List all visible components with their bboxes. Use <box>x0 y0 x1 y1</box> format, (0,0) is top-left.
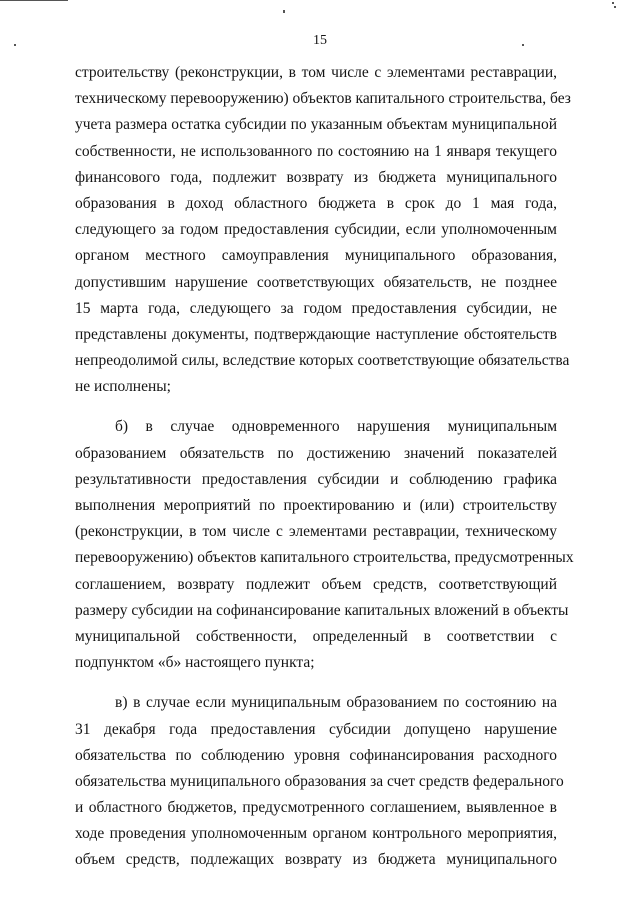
document-body <box>75 60 574 874</box>
paragraph <box>75 690 564 873</box>
paragraph <box>75 414 574 676</box>
text-line: финансового года, подлежит возврату из бюджета муниципального <box>75 168 557 186</box>
scan-artifact-top-left <box>0 0 68 1</box>
text-line: выполнения мероприятий по проектированию и (или) строительству <box>75 497 557 514</box>
text-line: образования в доход областного бюджета в срок до 1 мая года, <box>75 194 557 212</box>
paragraph-gap <box>75 400 557 414</box>
text-line: ходе проведения уполномоченным органом контрольного мероприятия, <box>75 825 557 843</box>
text-line: б) в случае одновременного нарушения муниципальным <box>115 418 557 436</box>
text-line: муниципальной собственности, определенный в соответствии с <box>75 627 557 645</box>
text-line: строительству (реконструкции, в том числе с элементами реставрации, <box>75 64 557 81</box>
scan-artifact-dot <box>612 2 614 4</box>
text-line: обязательства по соблюдению уровня софинансирования расходного <box>75 746 557 764</box>
text-line: 31 декабря года предоставления субсидии допущено нарушение <box>75 720 557 738</box>
text-line: допустившим нарушение соответствующих обязательств, не позднее <box>75 273 557 291</box>
paragraph <box>75 60 571 400</box>
paragraph-gap <box>75 676 557 690</box>
text-line: учета размера остатка субсидии по указанным объектам муниципальной <box>75 116 557 134</box>
scan-artifact-dot <box>614 6 616 8</box>
text-line: (реконструкции, в том числе с элементами реставрации, техническому <box>75 523 557 541</box>
text-line: образованием обязательств по достижению значений показателей <box>75 444 557 462</box>
text-line: собственности, не использованного по состоянию на 1 января текущего <box>75 142 557 160</box>
text-line: следующего за годом предоставления субсидии, если уполномоченным <box>75 221 557 239</box>
text-line: соглашением, возврату подлежит объем средств, соответствующий <box>75 575 557 593</box>
text-line: техническому перевооружению) объектов капитального строительства, без <box>75 90 571 108</box>
text-line: в) в случае если муниципальным образованием по состоянию на <box>115 694 557 712</box>
text-line: не исполнены; <box>75 378 171 396</box>
text-line: 15 марта года, следующего за годом предоставления субсидии, не <box>75 299 557 317</box>
text-line: объем средств, подлежащих возврату из бюджета муниципального <box>75 851 557 869</box>
scan-artifact-dot <box>283 10 285 13</box>
text-line: и областного бюджетов, предусмотренного соглашением, выявленное в <box>75 799 557 817</box>
text-line: подпунктом «б» настоящего пункта; <box>75 654 315 672</box>
text-line: результативности предоставления субсидии и соблюдению графика <box>75 470 557 488</box>
text-line: представлены документы, подтверждающие наступление обстоятельств <box>75 325 557 343</box>
page-number: 15 <box>313 33 327 48</box>
text-line: органом местного самоуправления муниципального образования, <box>75 247 557 265</box>
text-line: непреодолимой силы, вследствие которых соответствующие обязательства <box>75 352 570 370</box>
text-line: перевооружению) объектов капитального строительства, предусмотренных <box>75 549 574 567</box>
text-line: размеру субсидии на софинансирование капитальных вложений в объекты <box>75 601 569 619</box>
text-line: обязательства муниципального образования за счет средств федерального <box>75 772 564 790</box>
